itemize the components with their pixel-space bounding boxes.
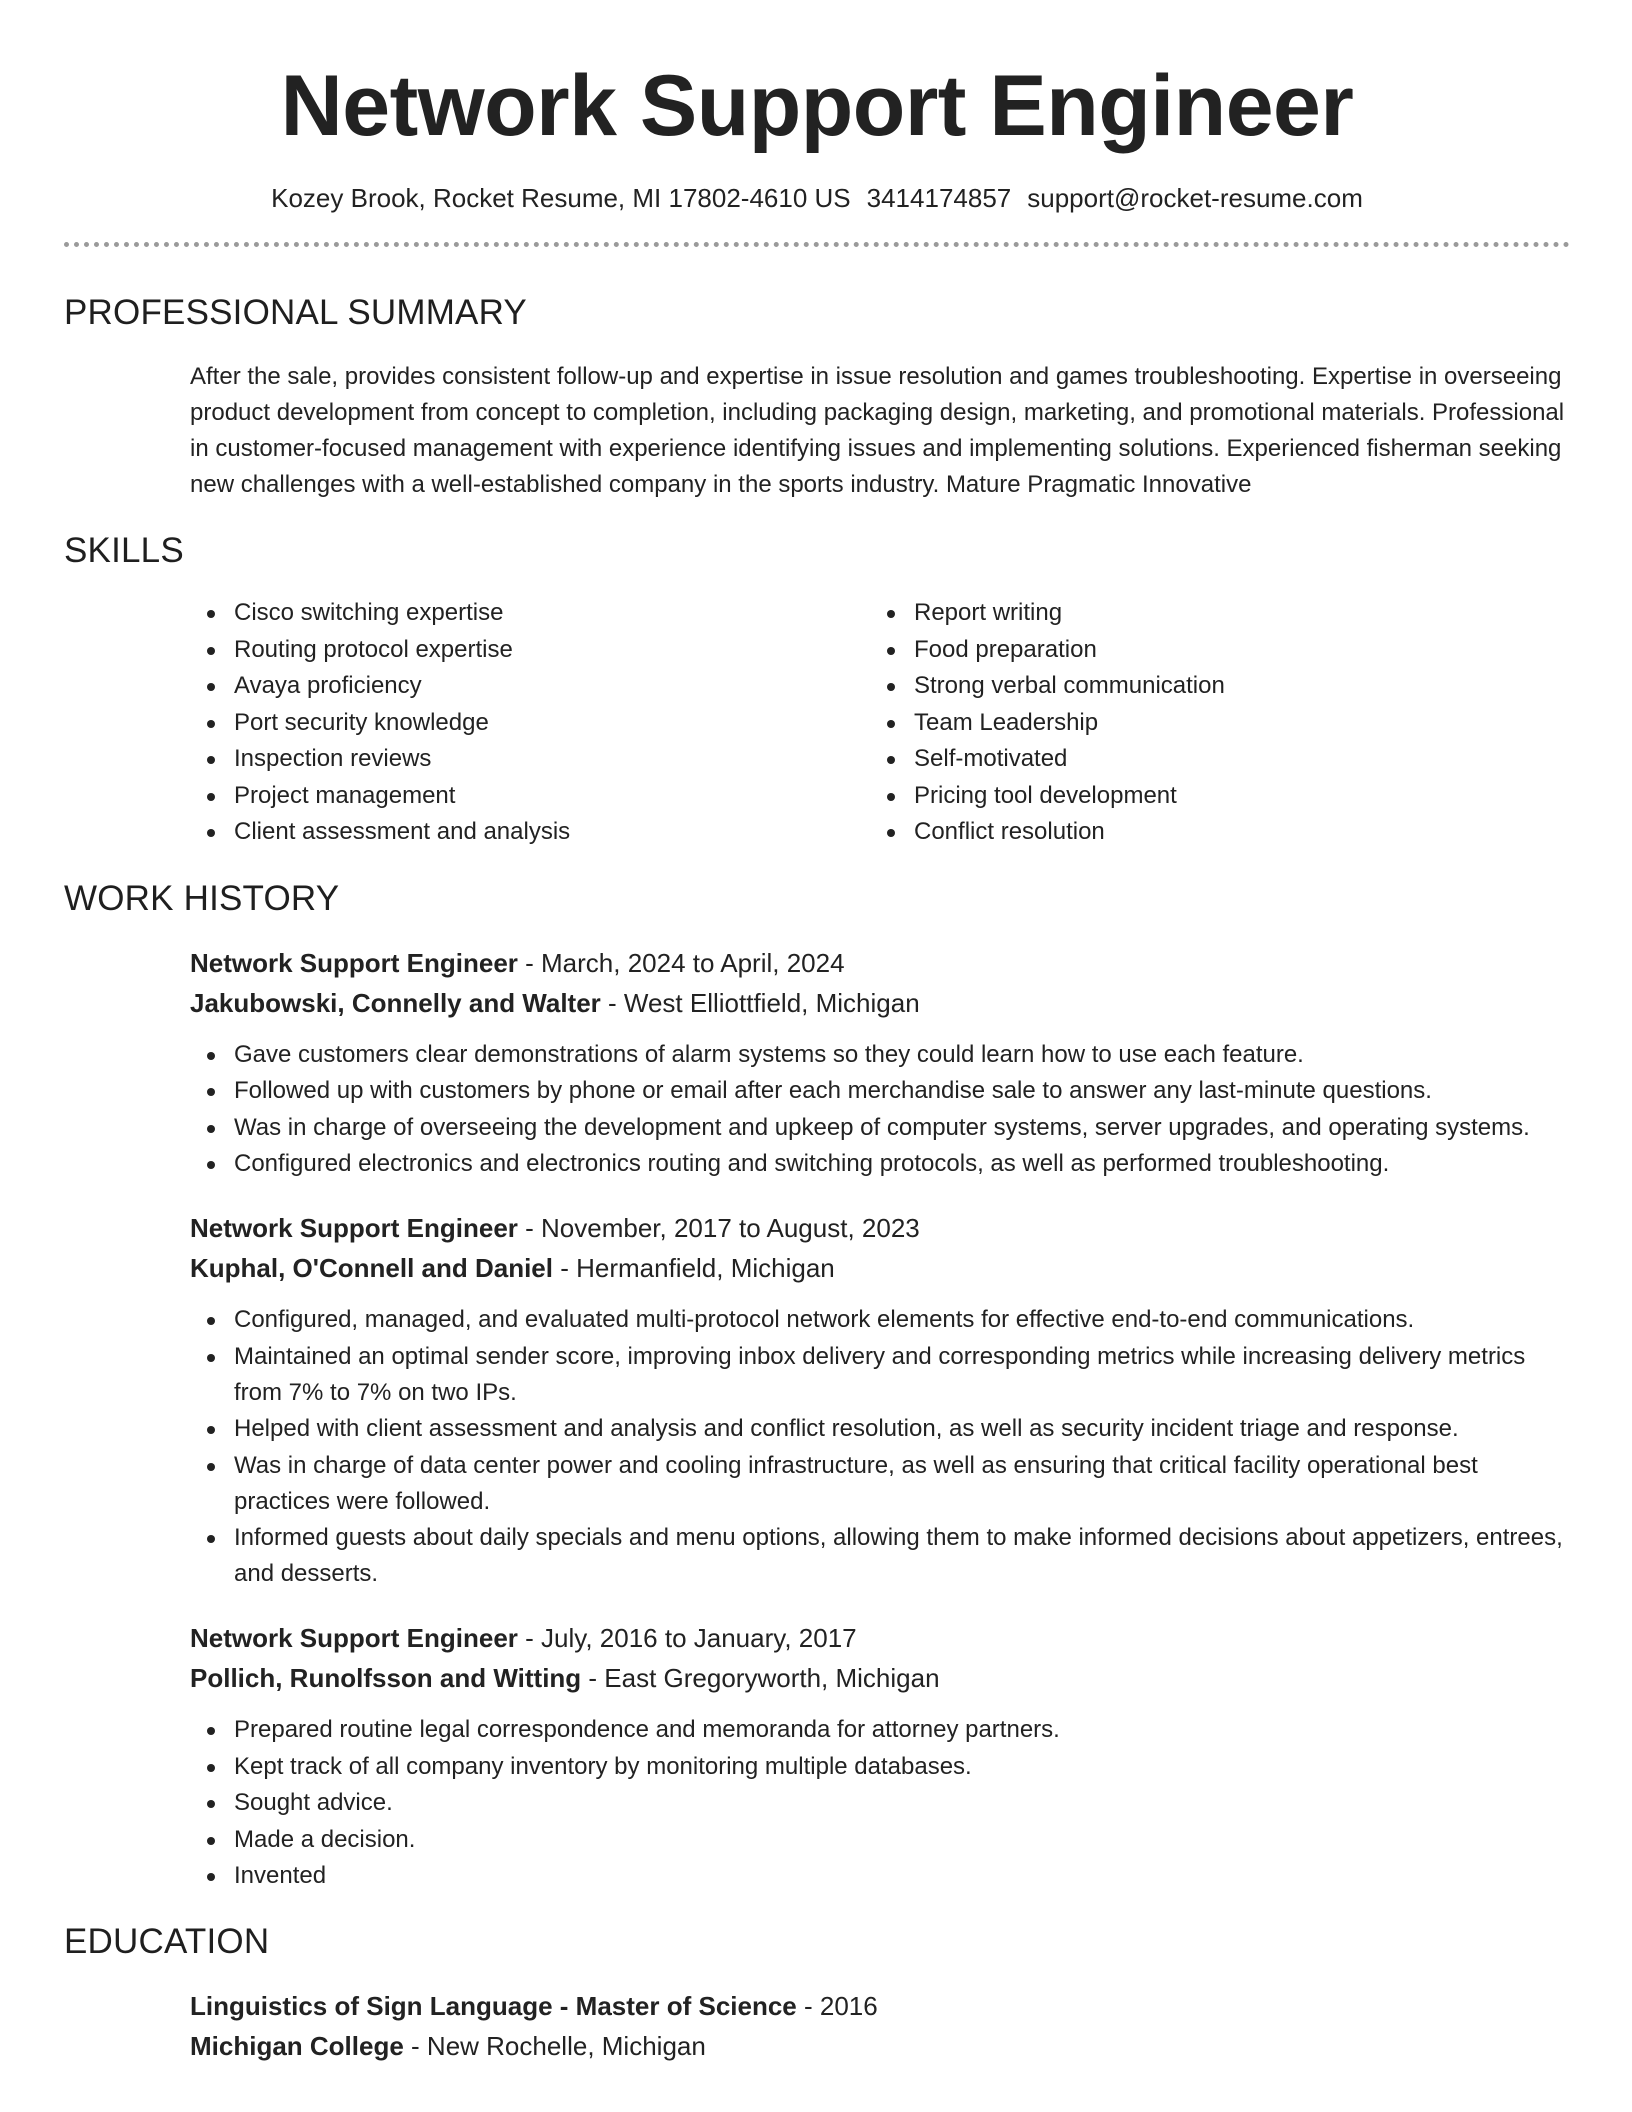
summary-section: [64, 291, 1570, 503]
skills-section: [64, 529, 1570, 851]
header-divider: [64, 242, 1570, 247]
contact-email: support@rocket-resume.com: [1027, 183, 1363, 213]
job-bullet: Configured, managed, and evaluated multi-protocol network elements for effective end-to-end communications.: [190, 1302, 1570, 1338]
education-degree-line: [190, 1986, 1570, 2026]
skill-item: Team Leadership: [870, 705, 1550, 741]
job-company-line: [190, 983, 1570, 1023]
job-bullet: Followed up with customers by phone or email after each merchandise sale to answer any last-minute questions.: [190, 1073, 1570, 1109]
job-bullet: Sought advice.: [190, 1785, 1570, 1821]
job-bullet: Configured electronics and electronics routing and switching protocols, as well as performed troubleshooting.: [190, 1146, 1570, 1182]
skill-item: Report writing: [870, 595, 1550, 631]
contact-line: [64, 180, 1570, 216]
job-bullet: Was in charge of overseeing the development and upkeep of computer systems, server upgrades, and operating systems.: [190, 1110, 1570, 1146]
job-entry: [190, 1618, 1570, 1894]
job-bullet: Helped with client assessment and analysis and conflict resolution, as well as security incident triage and response.: [190, 1411, 1570, 1447]
skill-item: Client assessment and analysis: [190, 814, 870, 850]
education-section: [64, 1920, 1570, 2066]
skill-item: Inspection reviews: [190, 741, 870, 777]
job-bullet: Kept track of all company inventory by monitoring multiple databases.: [190, 1749, 1570, 1785]
job-bullet: Made a decision.: [190, 1822, 1570, 1858]
job-bullet: Was in charge of data center power and cooling infrastructure, as well as ensuring that critical facility operational best practices were followed.: [190, 1448, 1570, 1520]
skill-item: Avaya proficiency: [190, 668, 870, 704]
work-history-section: [64, 877, 1570, 1895]
job-bullets: [190, 1037, 1570, 1183]
job-bullet: Gave customers clear demonstrations of alarm systems so they could learn how to use each feature.: [190, 1037, 1570, 1073]
job-company: Kuphal, O'Connell and Daniel: [190, 1253, 553, 1283]
job-location: - West Elliottfield, Michigan: [600, 987, 920, 1018]
job-role: Network Support Engineer: [190, 1213, 518, 1243]
job-company: Pollich, Runolfsson and Witting: [190, 1663, 582, 1693]
education-heading: EDUCATION: [64, 1922, 270, 1961]
job-bullets: [190, 1302, 1570, 1592]
education-location: - New Rochelle, Michigan: [403, 2031, 706, 2061]
job-location: - Hermanfield, Michigan: [552, 1253, 835, 1283]
contact-phone: 3414174857: [866, 183, 1012, 213]
job-dates: - July, 2016 to January, 2017: [517, 1623, 857, 1653]
job-dates: - March, 2024 to April, 2024: [517, 947, 845, 978]
skills-heading: SKILLS: [64, 531, 184, 570]
job-bullet: Informed guests about daily specials and menu options, allowing them to make informed decisions about appetizers, entrees, and desserts.: [190, 1520, 1570, 1592]
skill-item: Pricing tool development: [870, 778, 1550, 814]
job-entry: [190, 1208, 1570, 1592]
job-entry: [190, 943, 1570, 1183]
job-bullets: [190, 1712, 1570, 1894]
skill-item: Strong verbal communication: [870, 668, 1550, 704]
summary-text: After the sale, provides consistent follow-up and expertise in issue resolution and games troubleshooting. Expertise in overseeing product development from concept to completion, including packaging design, marketing, and promotional materials. Professional in customer-focused management with experience identifying issues and implementing solutions. Experienced fisherman seeking new challenges with a well-established company in the sports industry. Mature Pragmatic Innovative: [190, 363, 1565, 498]
job-bullet: Maintained an optimal sender score, improving inbox delivery and corresponding metrics while increasing delivery metrics from 7% to 7% on two IPs.: [190, 1339, 1570, 1411]
job-bullet: Prepared routine legal correspondence and memoranda for attorney partners.: [190, 1712, 1570, 1748]
job-company-line: [190, 1248, 1570, 1288]
resume-name: Network Support Engineer: [280, 58, 1354, 154]
skills-list-right: [870, 595, 1550, 851]
education-school: Michigan College: [190, 2031, 404, 2061]
summary-heading: PROFESSIONAL SUMMARY: [64, 293, 527, 332]
job-title-line: [190, 1208, 1570, 1248]
work-history-heading: WORK HISTORY: [64, 878, 340, 918]
job-bullet: Invented: [190, 1858, 1570, 1894]
job-title-line: [190, 1618, 1570, 1658]
skill-item: Routing protocol expertise: [190, 632, 870, 668]
job-company-line: [190, 1658, 1570, 1698]
skill-item: Self-motivated: [870, 741, 1550, 777]
skill-item: Cisco switching expertise: [190, 595, 870, 631]
job-role: Network Support Engineer: [190, 947, 518, 978]
skill-item: Project management: [190, 778, 870, 814]
skills-list-left: [190, 595, 870, 851]
job-location: - East Gregoryworth, Michigan: [581, 1663, 940, 1693]
skill-item: Food preparation: [870, 632, 1550, 668]
contact-address: Kozey Brook, Rocket Resume, MI 17802-4610 US: [271, 183, 851, 213]
job-role: Network Support Engineer: [190, 1623, 518, 1653]
skills-columns: [190, 595, 1570, 851]
education-year: - 2016: [796, 1991, 878, 2021]
skill-item: Port security knowledge: [190, 705, 870, 741]
education-school-line: [190, 2026, 1570, 2066]
skill-item: Conflict resolution: [870, 814, 1550, 850]
education-degree: Linguistics of Sign Language - Master of Science: [190, 1991, 797, 2021]
job-company: Jakubowski, Connelly and Walter: [190, 987, 601, 1018]
job-dates: - November, 2017 to August, 2023: [517, 1213, 920, 1243]
job-title-line: [190, 943, 1570, 983]
education-entry: [190, 1986, 1570, 2066]
resume-page: [64, 0, 1570, 2066]
